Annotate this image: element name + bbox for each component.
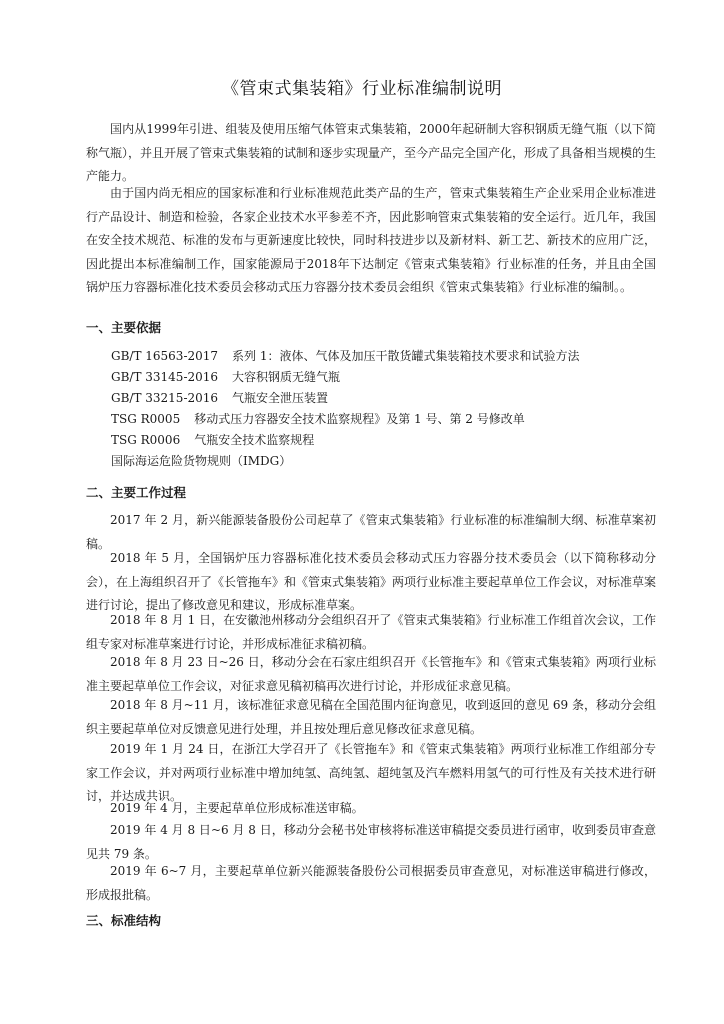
reference-code: GB/T 33215-2016 [111,391,219,405]
reference-item [111,389,328,406]
reference-code: TSG R0005 [111,412,181,426]
work-paragraph: 2019 年 6~7 月，主要起草单位新兴能源装备股份公司根据委员审查意见，对标准送审稿进行修改，形成报批稿。 [86,864,656,902]
reference-item [111,431,314,448]
work-paragraph: 2018 年 8 月 1 日，在安徽池州移动分会组织召开了《管束式集装箱》行业标准工作组首次会议，工作组专家对标准草案进行讨论，并形成标准征求稿初稿。 [86,613,656,651]
work-paragraph: 2019 年 4 月，主要起草单位形成标准送审稿。 [110,801,364,815]
reference-title: 移动式压力容器安全技术监察规程》及第 1 号、第 2 号修改单 [194,412,525,426]
reference-item [111,368,340,385]
work-paragraph: 2018 年 8 月~11 月，该标准征求意见稿在全国范围内征询意见，收到返回的意见 69 条，移动分会组织主要起草单位对反馈意见进行处理，并且按处理后意见修改征求意见稿。 [86,698,656,736]
reference-title: 大容积钢质无缝气瓶 [232,370,341,384]
intro-paragraph-2: 由于国内尚无相应的国家标准和行业标准规范此类产品的生产，管束式集装箱生产企业采用企业标准进行产品设计、制造和检验，各家企业技术水平参差不齐，因此影响管束式集装箱的安全运行。近几年，我国在安全技术规范、标准的发布与更新速度比较快，同时科技进步以及新材料、新工艺、新技术的应用广泛，因此提出本标准编制工作，国家能源局于2018年下达制定《管束式集装箱》行业标准的任务，并且由全国锅炉压力容器标准化技术委员会移动式压力容器分技术委员会组织《管束式集装箱》行业标准的编制。。 [86,186,656,295]
work-paragraph: 2017 年 2 月，新兴能源装备股份公司起草了《管束式集装箱》行业标准的标准编制大纲、标准草案初稿。 [86,513,656,551]
reference-title: 气瓶安全技术监察规程 [194,433,315,447]
section-heading-basis: 一、主要依据 [86,320,162,335]
reference-code: GB/T 33145-2016 [111,370,219,384]
reference-title: 气瓶安全泄压装置 [232,391,329,405]
reference-code: TSG R0006 [111,433,181,447]
section-heading-structure: 三、标准结构 [86,913,162,928]
work-paragraph: 2019 年 1 月 24 日，在浙江大学召开了《长管拖车》和《管束式集装箱》两项行业标准工作组部分专家工作会议，并对两项行业标准中增加纯氢、高纯氢、超纯氢及汽车燃料用氢气的可行性及有关技术进行研讨，并达成共识。 [86,742,656,804]
document-title: 《管束式集装箱》行业标准编制说明 [222,79,502,99]
reference-item [111,452,291,469]
reference-item [111,410,525,427]
reference-item [111,347,580,364]
reference-title: 国际海运危险货物规则（IMDG） [111,454,292,468]
reference-code: GB/T 16563-2017 [111,349,219,363]
work-paragraph: 2018 年 8 月 23 日~26 日，移动分会在石家庄组织召开《长管拖车》和《管束式集装箱》两项行业标准主要起草单位工作会议，对征求意见稿初稿再次进行讨论，并形成征求意见稿。 [86,655,656,693]
reference-title: 系列 1：液体、气体及加压干散货罐式集装箱技术要求和试验方法 [232,349,580,363]
work-paragraph: 2019 年 4 月 8 日~6 月 8 日，移动分会秘书处审核将标准送审稿提交委员进行函审，收到委员审查意见共 79 条。 [86,823,656,861]
section-heading-work-process: 二、主要工作过程 [86,485,187,500]
intro-paragraph-1: 国内从1999年引进、组装及使用压缩气体管束式集装箱，2000年起研制大容积钢质无缝气瓶（以下简称气瓶），并且开展了管束式集装箱的试制和逐步实现量产，至今产品完全国产化，形成了具备相当规模的生产能力。 [86,122,657,184]
work-paragraph: 2018 年 5 月，全国锅炉压力容器标准化技术委员会移动式压力容器分技术委员会（以下简称移动分会），在上海组织召开了《长管拖车》和《管束式集装箱》两项行业标准主要起草单位工作会议，对标准草案进行讨论，提出了修改意见和建议，形成标准草案。 [86,551,657,613]
